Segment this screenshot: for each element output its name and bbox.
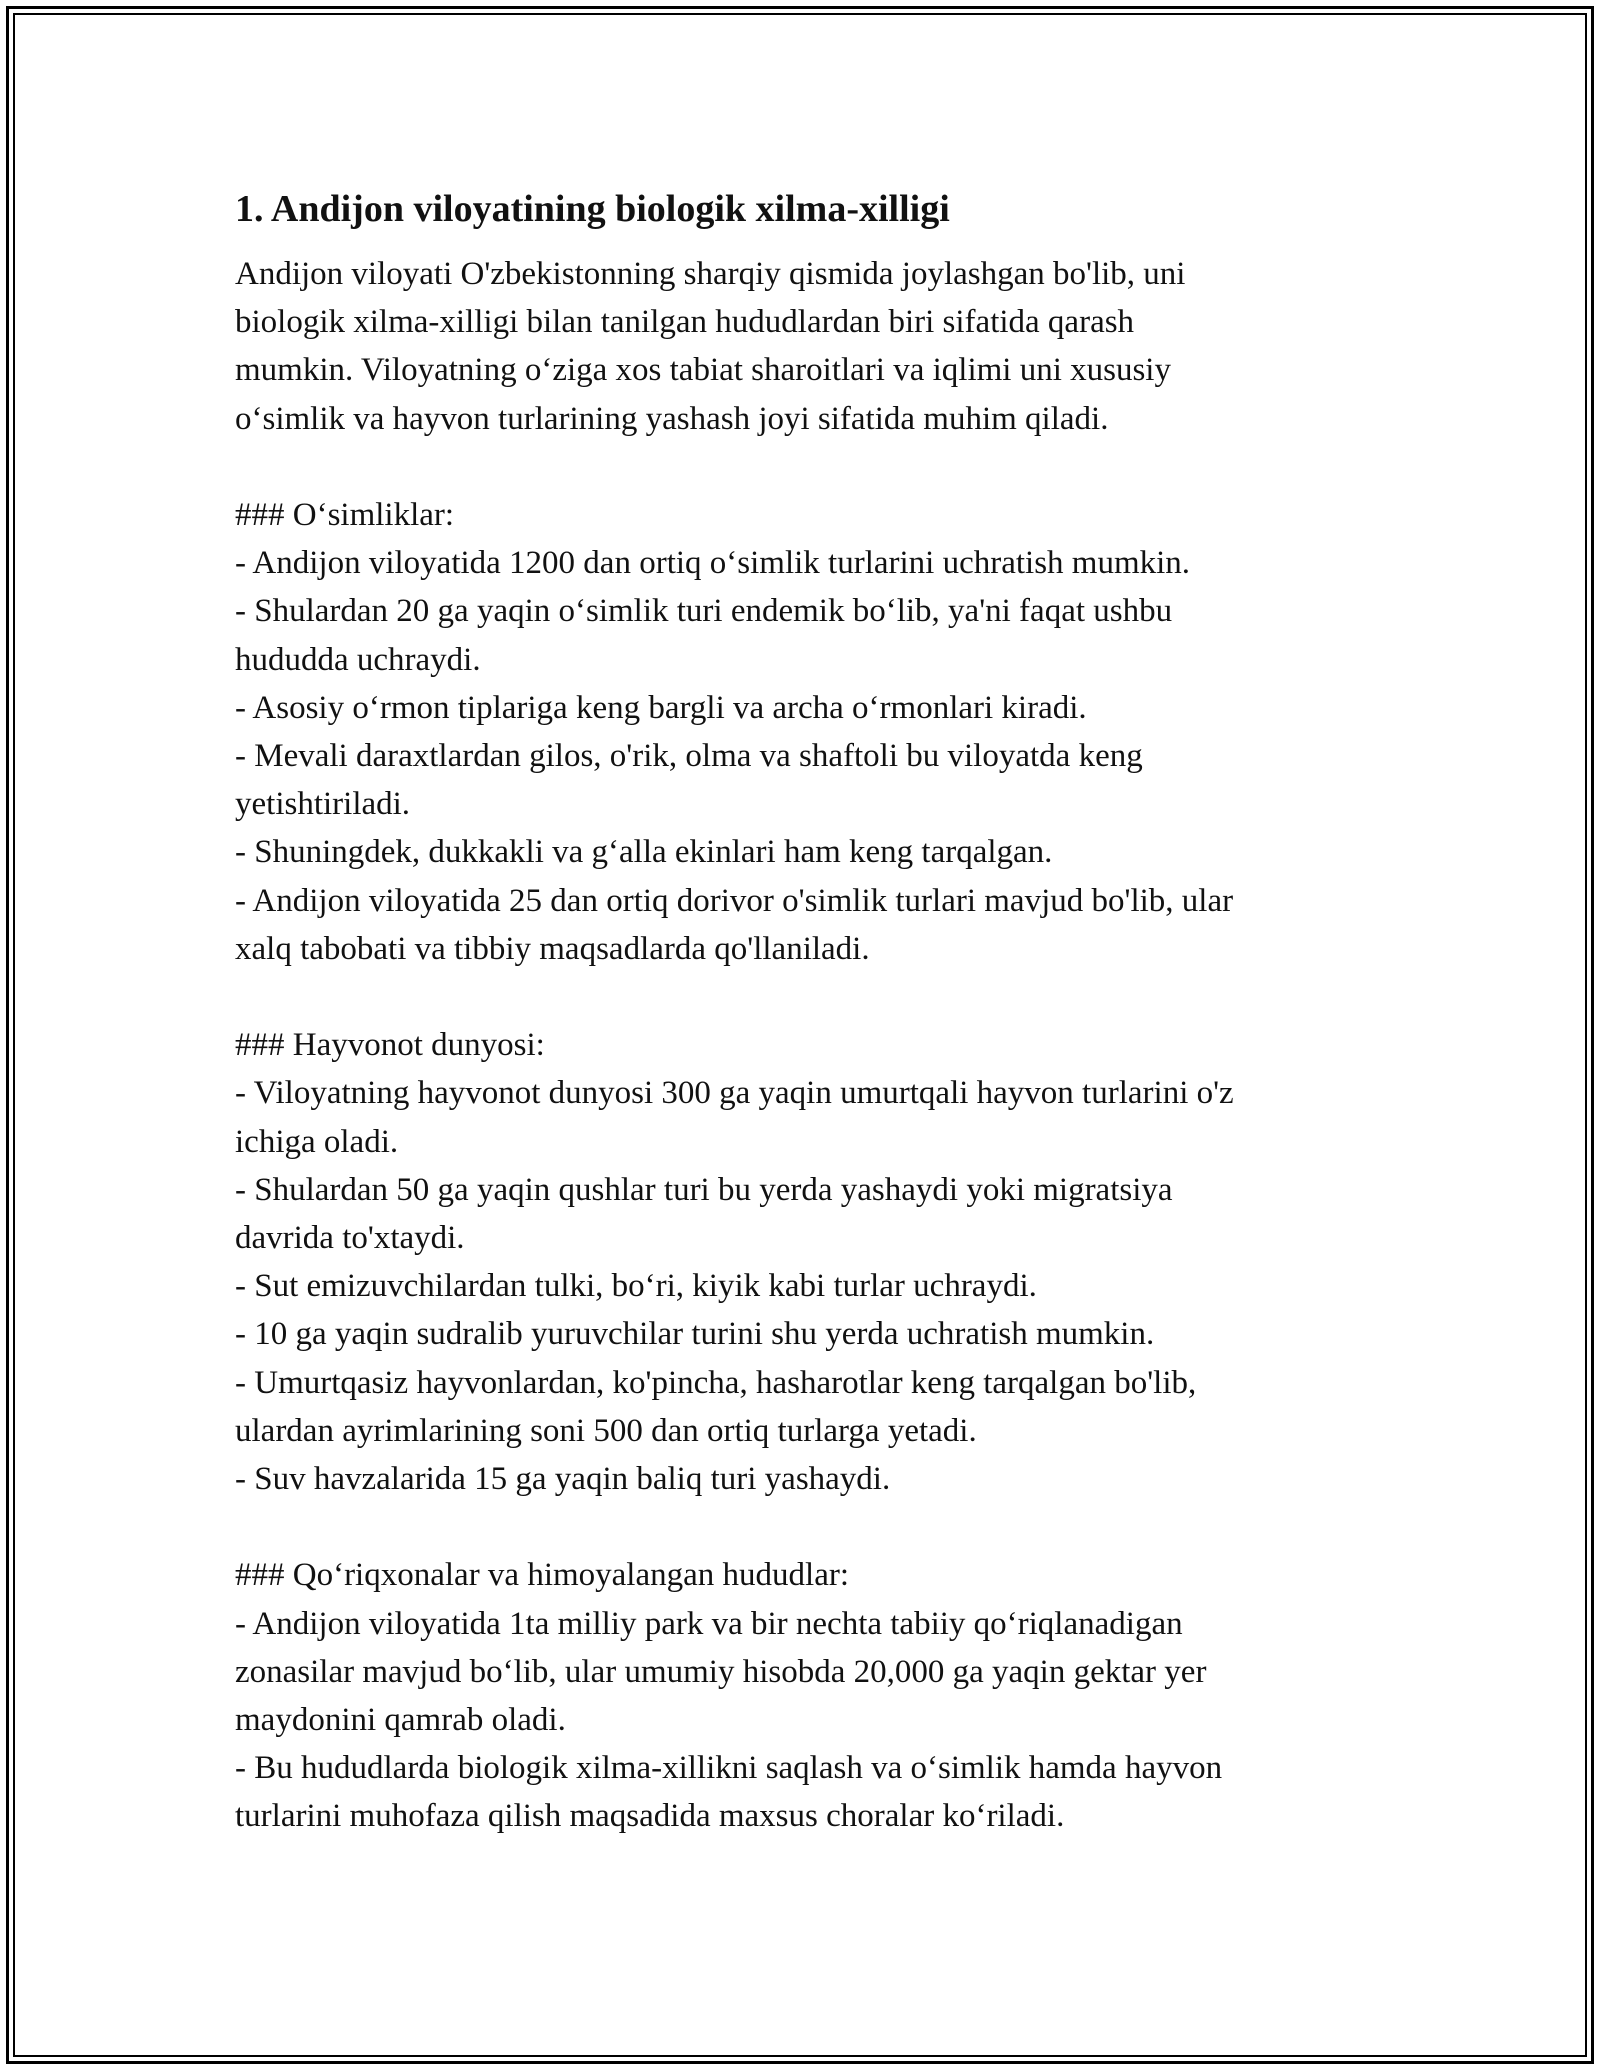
section-line: xalq tabobati va tibbiy maqsadlarda qo'llaniladi. [235, 930, 870, 967]
section-line: - Bu hududlarda biologik xilma-xillikni saqlash va o‘simlik hamda hayvon [235, 1750, 1223, 1787]
section-line: ulardan ayrimlarining soni 500 dan ortiq turlarga yetadi. [235, 1412, 977, 1449]
section-line: - Shulardan 50 ga yaqin qushlar turi bu yerda yashaydi yoki migratsiya [235, 1171, 1173, 1208]
section-fauna [235, 1021, 1375, 1503]
blank-line [235, 1503, 1375, 1551]
section-line: maydonini qamrab oladi. [235, 1702, 566, 1739]
intro-line: Andijon viloyati O'zbekistonning sharqiy qismida joylashgan bo'lib, uni [235, 256, 1186, 292]
section-line: ichiga oladi. [235, 1123, 399, 1160]
section-line: - Shulardan 20 ga yaqin o‘simlik turi endemik bo‘lib, ya'ni faqat ushbu [235, 593, 1173, 630]
intro-line: biologik xilma-xilligi bilan tanilgan hududlardan biri sifatida qarash [235, 304, 1135, 341]
section-line: - 10 ga yaqin sudralib yuruvchilar turini shu yerda uchratish mumkin. [235, 1316, 1155, 1353]
section-line: - Andijon viloyatida 1ta milliy park va bir nechta tabiiy qo‘riqlanadigan [235, 1605, 1183, 1642]
section-line: hududda uchraydi. [235, 641, 481, 678]
section-plants [235, 491, 1375, 973]
section-line: davrida to'xtaydi. [235, 1220, 465, 1257]
section-line: - Sut emizuvchilardan tulki, bo‘ri, kiyik kabi turlar uchraydi. [235, 1268, 1037, 1305]
document-body [235, 184, 1375, 1841]
section-heading: ### O‘simliklar: [235, 497, 455, 533]
section-line: zonasilar mavjud bo‘lib, ular umumiy hisobda 20,000 ga yaqin gektar yer [235, 1653, 1207, 1690]
blank-line [235, 443, 1375, 491]
section-line: - Mevali daraxtlardan gilos, o'rik, olma va shaftoli bu viloyatda keng [235, 738, 1143, 775]
intro-paragraph [235, 250, 1375, 443]
section-line: yetishtiriladi. [235, 786, 411, 823]
section-line: - Viloyatning hayvonot dunyosi 300 ga yaqin umurtqali hayvon turlarini o'z [235, 1075, 1234, 1112]
section-protected-areas [235, 1551, 1375, 1840]
section-line: - Andijon viloyatida 25 dan ortiq dorivor o'simlik turlari mavjud bo'lib, ular [235, 882, 1234, 919]
document-title: 1. Andijon viloyatining biologik xilma-xilligi [235, 188, 950, 230]
section-heading: ### Qo‘riqxonalar va himoyalangan hududlar: [235, 1557, 849, 1594]
intro-line: mumkin. Viloyatning o‘ziga xos tabiat sharoitlari va iqlimi uni xususiy [235, 352, 1171, 389]
section-line: - Suv havzalarida 15 ga yaqin baliq turi yashaydi. [235, 1461, 891, 1498]
section-heading: ### Hayvonot dunyosi: [235, 1027, 545, 1064]
section-line: - Shuningdek, dukkakli va g‘alla ekinlari ham keng tarqalgan. [235, 834, 1053, 871]
section-line: - Umurtqasiz hayvonlardan, ko'pincha, hasharotlar keng tarqalgan bo'lib, [235, 1364, 1197, 1401]
section-line: turlarini muhofaza qilish maqsadida maxsus choralar ko‘riladi. [235, 1798, 1065, 1835]
blank-line [235, 973, 1375, 1021]
intro-line: o‘simlik va hayvon turlarining yashash joyi sifatida muhim qiladi. [235, 400, 1109, 437]
section-line: - Asosiy o‘rmon tiplariga keng bargli va archa o‘rmonlari kiradi. [235, 689, 1087, 726]
section-line: - Andijon viloyatida 1200 dan ortiq o‘simlik turlarini uchratish mumkin. [235, 545, 1191, 582]
